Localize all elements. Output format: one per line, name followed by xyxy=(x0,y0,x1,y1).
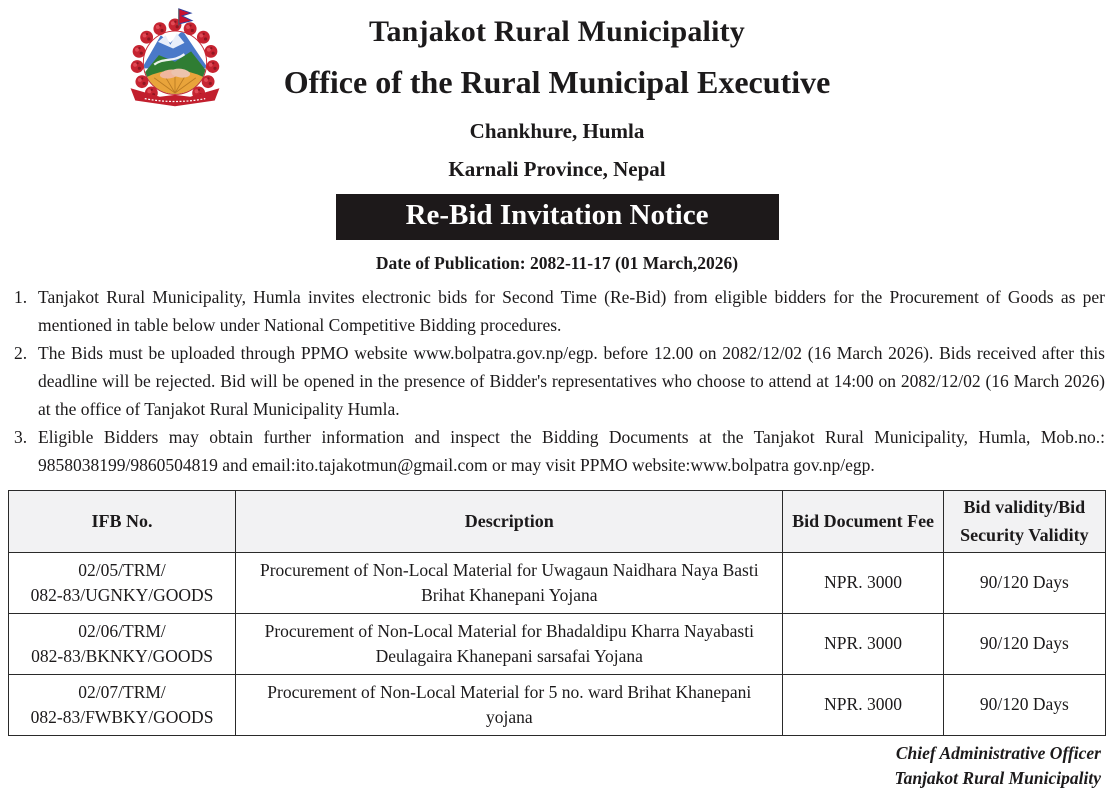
list-item xyxy=(9,423,1105,479)
header-bid-document-fee: Bid Document Fee xyxy=(783,491,943,553)
list-item-text: Tanjakot Rural Municipality, Humla invites electronic bids for Second Time (Re-Bid) from eligible bidders for the Procurement of Goods as per mentioned in table below under National Competitive Bidding procedures. xyxy=(38,287,1105,335)
header-ifb-no: IFB No. xyxy=(9,491,236,553)
signatory-organization: Tanjakot Rural Municipality xyxy=(894,767,1101,788)
description-cell: Procurement of Non-Local Material for Uwagaun Naidhara Naya Basti Brihat Khanepani Yojana xyxy=(236,553,783,614)
validity-cell: 90/120 Days xyxy=(943,553,1105,614)
header-description: Description xyxy=(236,491,783,553)
list-item-number: 3. xyxy=(14,427,28,447)
list-item-number: 2. xyxy=(14,343,28,363)
bid-table xyxy=(8,490,1106,736)
description-cell: Procurement of Non-Local Material for Bhadaldipu Kharra Nayabasti Deulagaira Khanepani sarsafai Yojana xyxy=(236,614,783,675)
list-item-number: 1. xyxy=(14,287,28,307)
header-bid-validity: Bid validity/Bid Security Validity xyxy=(943,491,1105,553)
signatory-title: Chief Administrative Officer xyxy=(895,743,1101,763)
ifb-line2: 082-83/UGNKY/GOODS xyxy=(30,585,214,605)
publication-date: Date of Publication: 2082-11-17 (01 March,2026) xyxy=(375,253,739,273)
ifb-no-cell xyxy=(9,553,236,614)
list-item xyxy=(9,283,1105,339)
fee-cell: NPR. 3000 xyxy=(783,553,943,614)
ifb-line1: 02/07/TRM/ xyxy=(78,681,166,702)
table-header-row xyxy=(9,491,1106,553)
notice-banner-wrap xyxy=(0,194,1114,240)
address-line: Chankhure, Humla xyxy=(469,119,645,143)
description-cell: Procurement of Non-Local Material for 5 no. ward Brihat Khanepani yojana xyxy=(236,675,783,736)
list-item-text: The Bids must be uploaded through PPMO website www.bolpatra.gov.np/egp. before 12.00 on 2082/12/02 (16 March 2026). Bids received after this deadline will be rejected. Bid will be opened in the presence of Bidder's representatives who choose to attend at 14:00 on 2082/12/02 (16 March 2026) at the office of Tanjakot Rural Municipality Humla. xyxy=(38,343,1105,419)
province-line: Karnali Province, Nepal xyxy=(448,157,666,181)
nepal-coat-of-arms-logo xyxy=(116,6,234,110)
ifb-line1: 02/05/TRM/ xyxy=(78,559,166,580)
ifb-line2: 082-83/FWBKY/GOODS xyxy=(30,707,214,727)
ifb-line1: 02/06/TRM/ xyxy=(78,620,166,641)
fee-cell: NPR. 3000 xyxy=(783,614,943,675)
validity-cell: 90/120 Days xyxy=(943,675,1105,736)
fee-cell: NPR. 3000 xyxy=(783,675,943,736)
validity-cell: 90/120 Days xyxy=(943,614,1105,675)
table-row xyxy=(9,675,1106,736)
list-item-text: Eligible Bidders may obtain further information and inspect the Bidding Documents at the Tanjakot Rural Municipality, Humla, Mob.no.: 9858038199/9860504819 and email:ito.tajakotmun@gmail.com or may visit PPMO website:www.bolpatra gov.np/egp. xyxy=(38,427,1105,475)
table-row xyxy=(9,614,1106,675)
ifb-no-cell xyxy=(9,614,236,675)
municipality-name: Tanjakot Rural Municipality xyxy=(368,15,746,48)
list-item xyxy=(9,339,1105,423)
notice-body xyxy=(9,283,1105,479)
table-row xyxy=(9,553,1106,614)
office-name: Office of the Rural Municipal Executive xyxy=(283,64,831,100)
nepal-emblem-icon xyxy=(116,6,234,110)
notice-title-banner: Re-Bid Invitation Notice xyxy=(336,194,779,240)
signature-block xyxy=(0,741,1114,791)
ifb-no-cell xyxy=(9,675,236,736)
ifb-line2: 082-83/BKNKY/GOODS xyxy=(31,646,213,666)
